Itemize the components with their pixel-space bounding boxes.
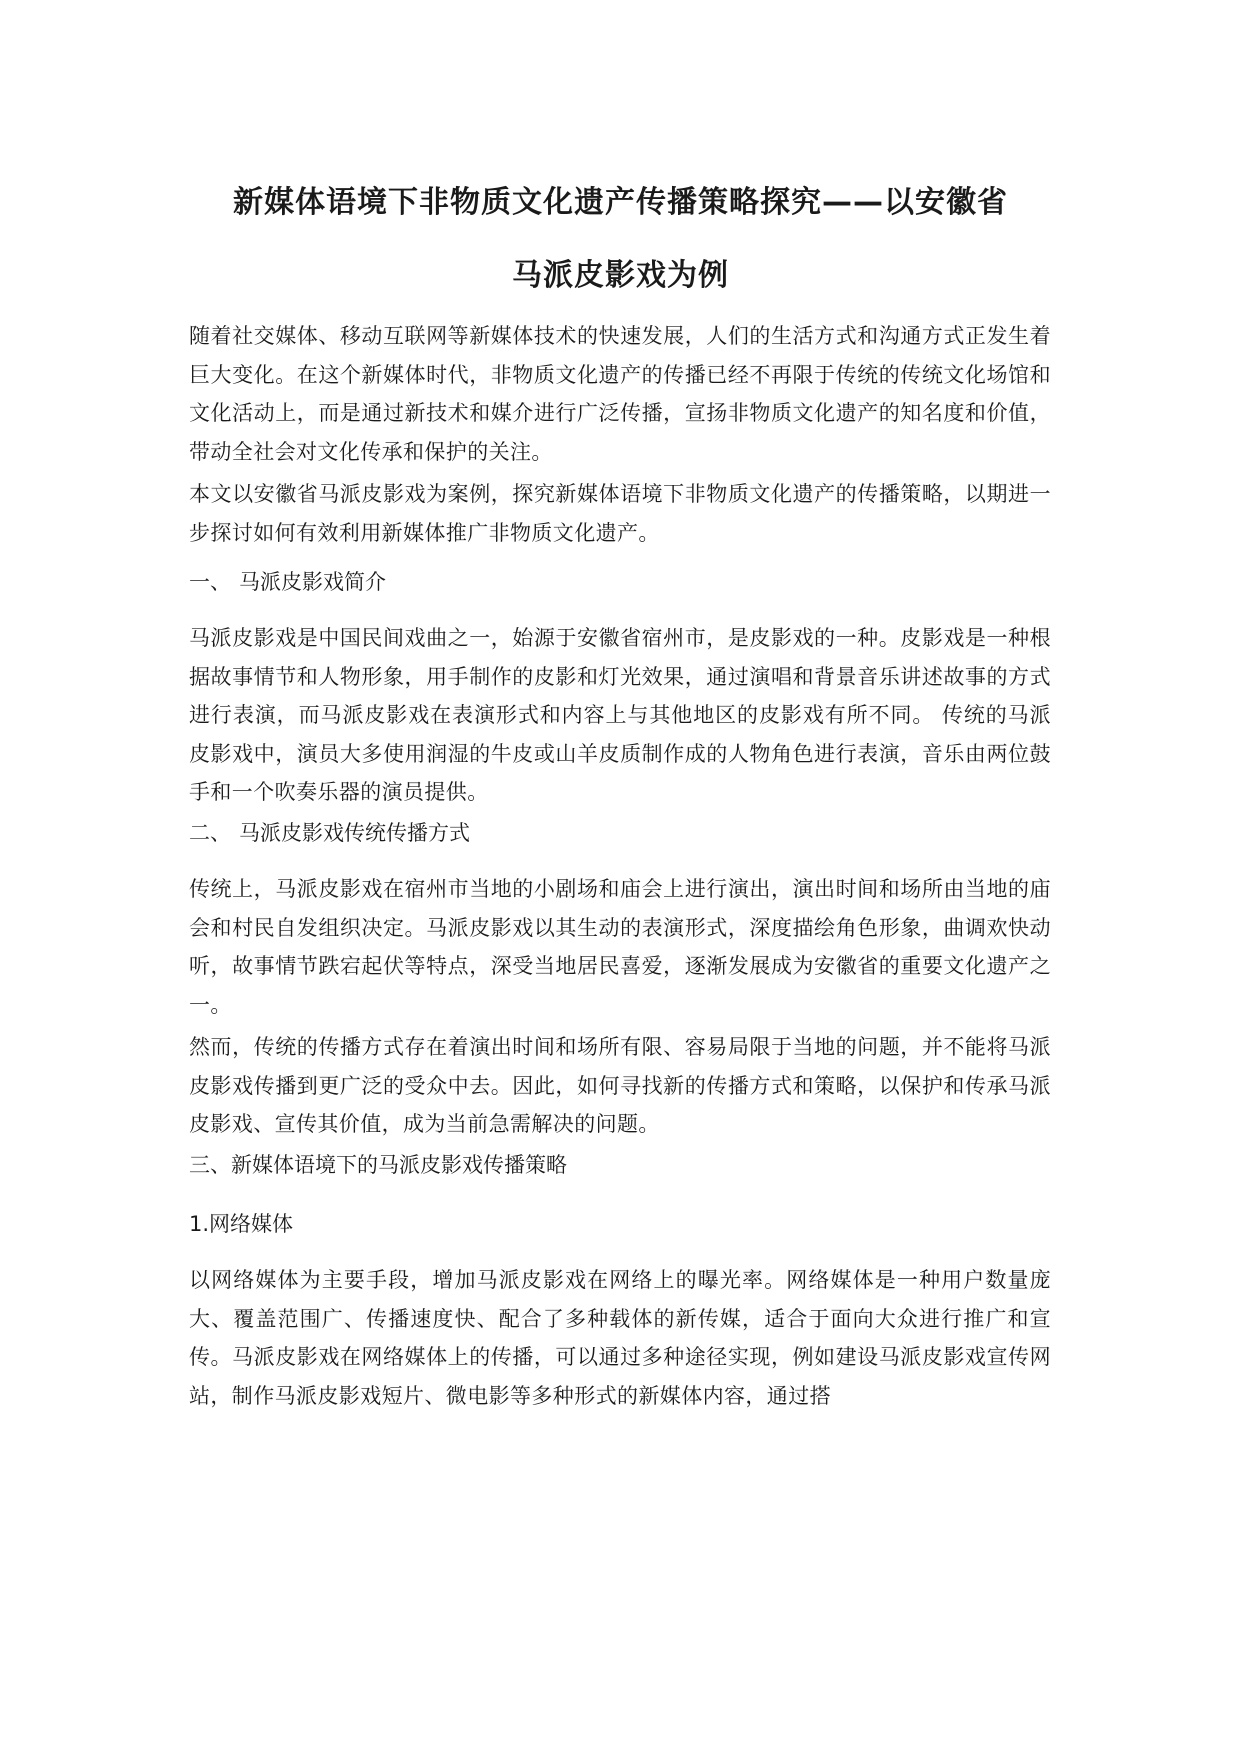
section-heading-2 <box>189 814 470 852</box>
paragraph-network-media: 以网络媒体为主要手段，增加马派皮影戏在网络上的曝光率。网络媒体是一种用户数量庞大、覆盖范围广、传播速度快、配合了多种载体的新传媒，适合于面向大众进行推广和宣传。马派皮影戏在网络媒体上的传播，可以通过多种途径实现，例如建设马派皮影戏宣传网站，制作马派皮影戏短片、微电影等多种形式的新媒体内容，通过搭 <box>189 1268 1051 1408</box>
section-heading-1-number: 一、 <box>189 570 231 594</box>
subsection-heading-1: 1.网络媒体 <box>189 1212 294 1236</box>
section-heading-3: 三、新媒体语境下的马派皮影戏传播策略 <box>189 1153 567 1177</box>
section-heading-1-text: 马派皮影戏简介 <box>239 570 386 594</box>
paragraph-problem: 然而，传统的传播方式存在着演出时间和场所有限、容易局限于当地的问题，并不能将马派皮影戏传播到更广泛的受众中去。因此，如何寻找新的传播方式和策略，以保护和传承马派皮影戏、宣传其价值，成为当前急需解决的问题。 <box>189 1035 1051 1137</box>
paragraph-intro: 随着社交媒体、移动互联网等新媒体技术的快速发展，人们的生活方式和沟通方式正发生着巨大变化。在这个新媒体时代，非物质文化遗产的传播已经不再限于传统的传统文化场馆和文化活动上，而是通过新技术和媒介进行广泛传播，宣扬非物质文化遗产的知名度和价值，带动全社会对文化传承和保护的关注。 <box>189 324 1051 464</box>
paragraph-introduction-of-shadow-play: 马派皮影戏是中国民间戏曲之一，始源于安徽省宿州市，是皮影戏的一种。皮影戏是一种根据故事情节和人物形象，用手制作的皮影和灯光效果，通过演唱和背景音乐讲述故事的方式进行表演，而马派皮影戏在表演形式和内容上与其他地区的皮影戏有所不同。 传统的马派皮影戏中，演员大多使用润湿的牛皮或山羊皮质制作成的人物角色进行表演，音乐由两位鼓手和一个吹奏乐器的演员提供。 <box>189 626 1051 805</box>
document-title-line-2: 马派皮影戏为例 <box>512 258 729 293</box>
paragraph-purpose: 本文以安徽省马派皮影戏为案例，探究新媒体语境下非物质文化遗产的传播策略，以期进一步探讨如何有效利用新媒体推广非物质文化遗产。 <box>189 482 1051 545</box>
document-title-line-1: 新媒体语境下非物质文化遗产传播策略探究——以安徽省 <box>233 185 1008 220</box>
section-heading-1 <box>189 563 386 601</box>
section-heading-2-text: 马派皮影戏传统传播方式 <box>239 821 470 845</box>
section-heading-2-number: 二、 <box>189 821 231 845</box>
paragraph-traditional-spread: 传统上，马派皮影戏在宿州市当地的小剧场和庙会上进行演出，演出时间和场所由当地的庙会和村民自发组织决定。马派皮影戏以其生动的表演形式，深度描绘角色形象，曲调欢快动听，故事情节跌宕起伏等特点，深受当地居民喜爱，逐渐发展成为安徽省的重要文化遗产之一。 <box>189 877 1051 1017</box>
